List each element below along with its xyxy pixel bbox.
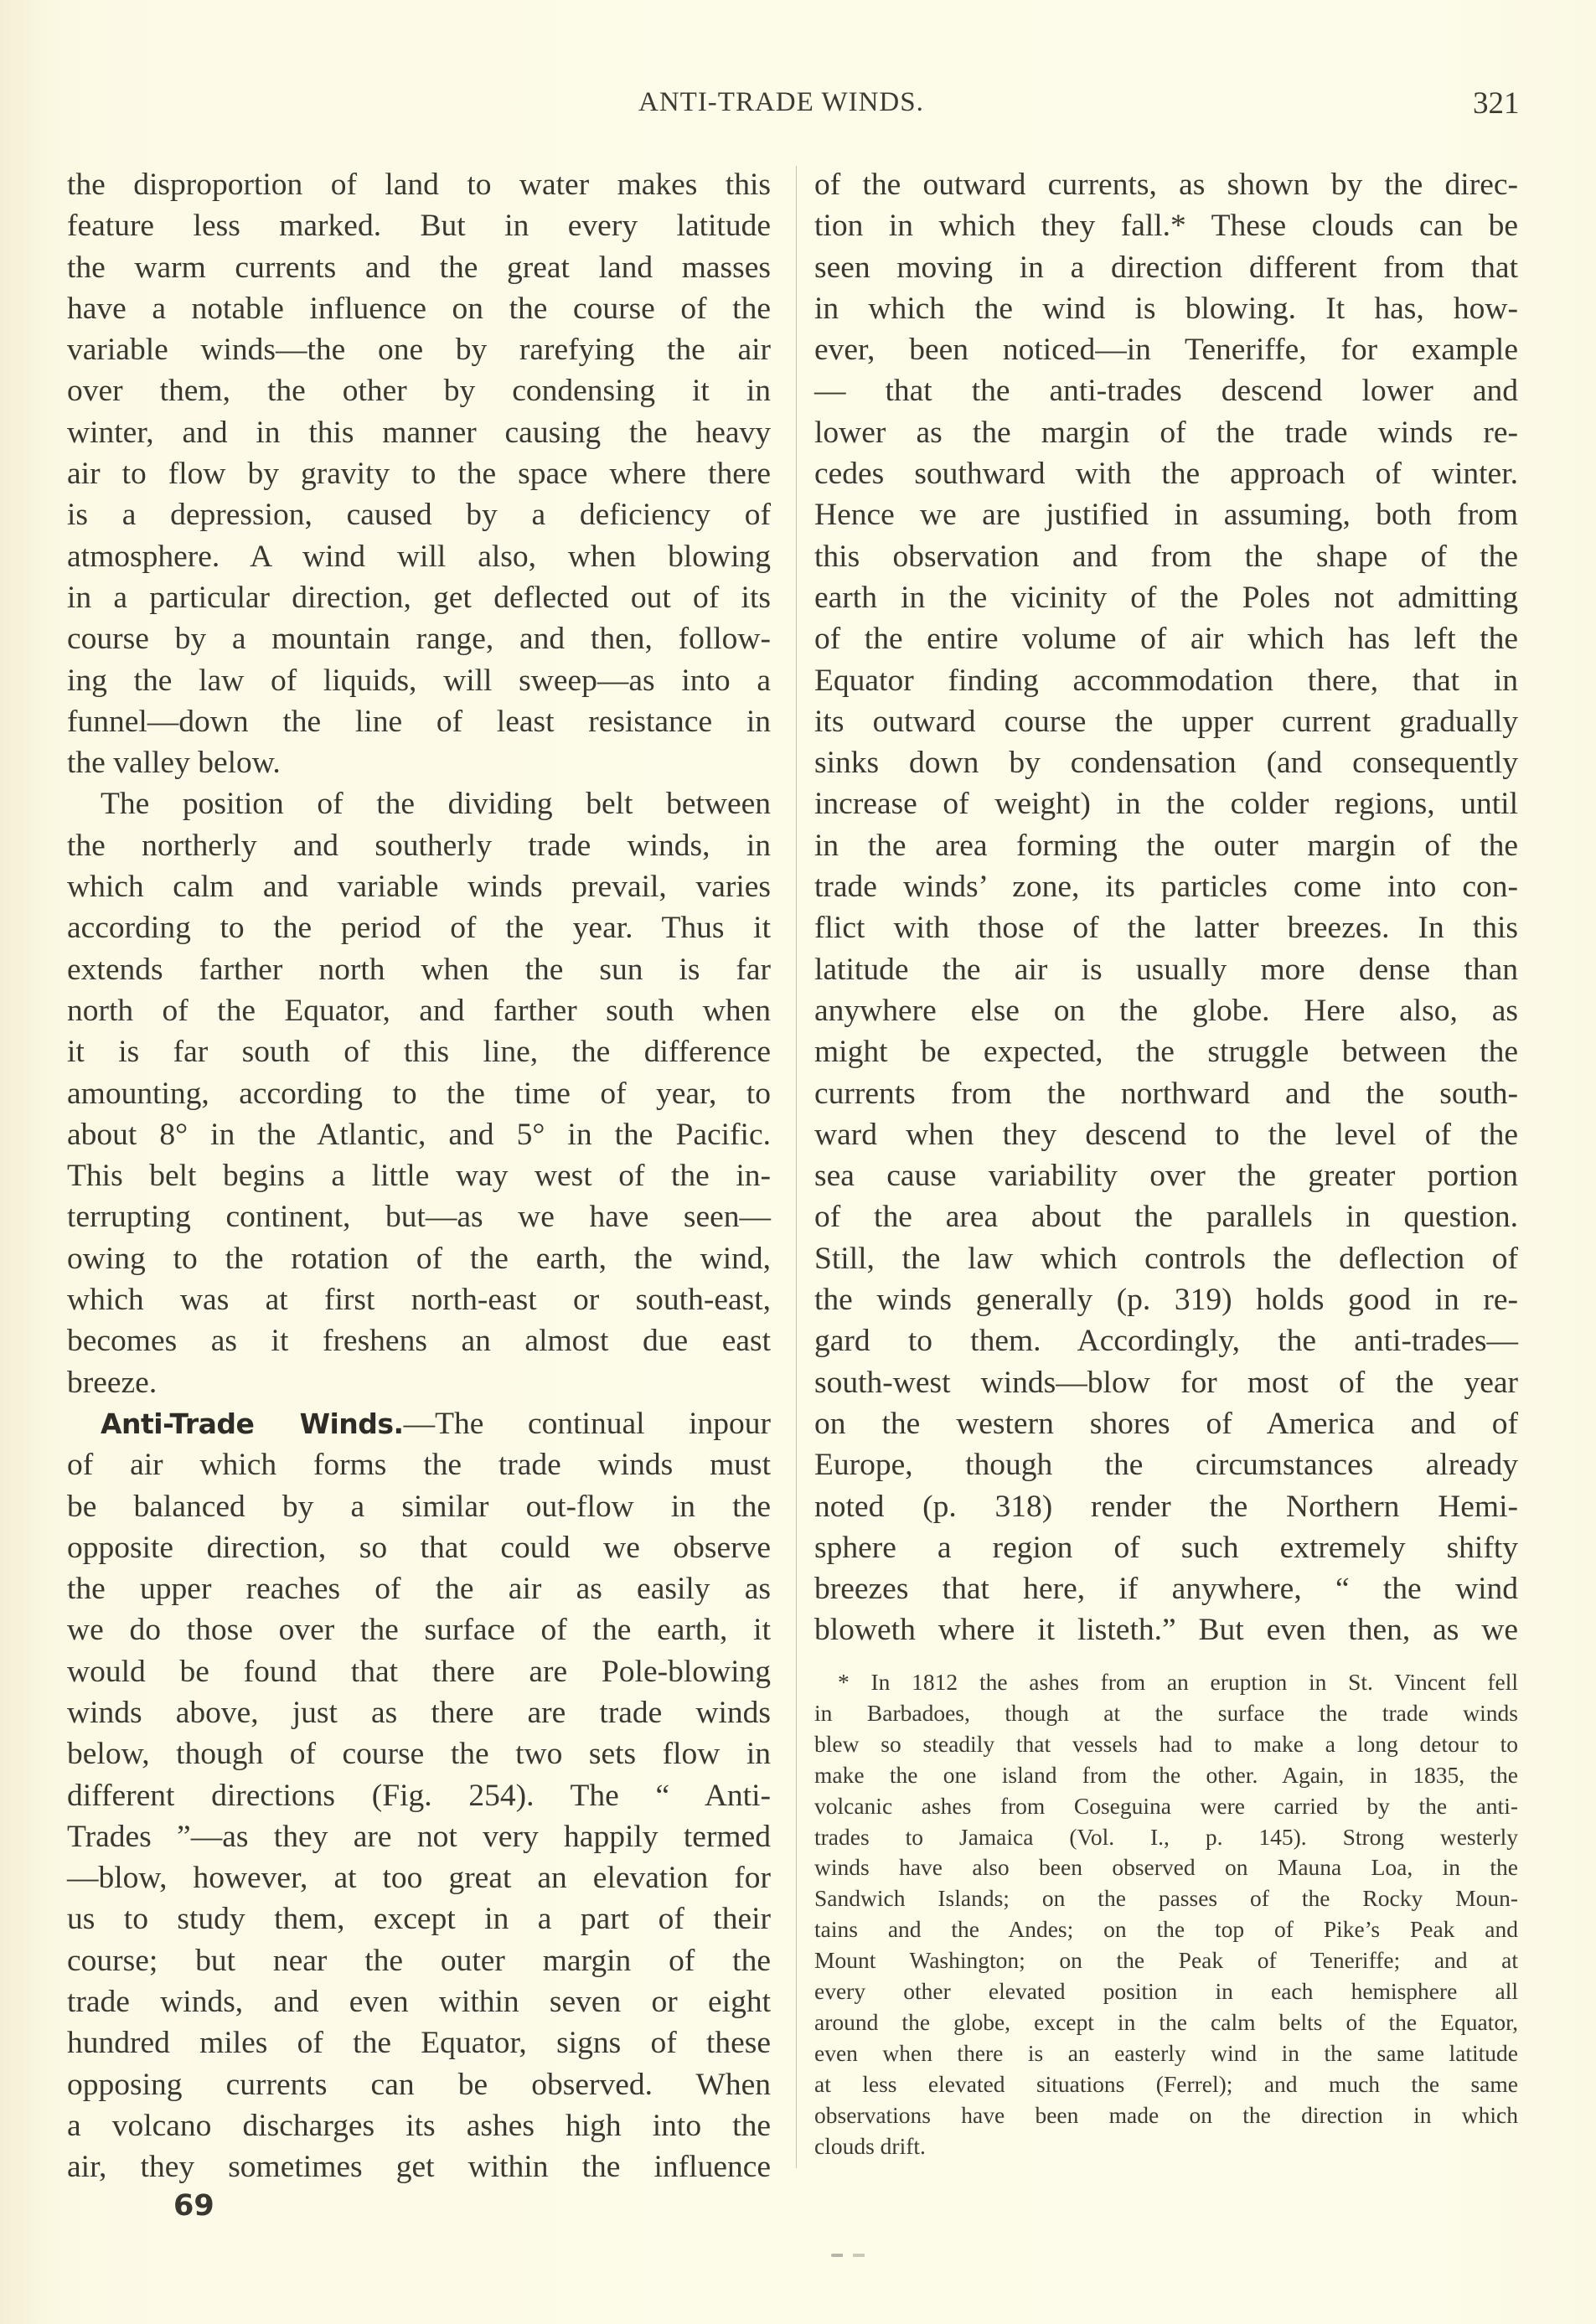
text-line: feature less marked. But in every latitude [67, 209, 771, 244]
text-line: be balanced by a similar out-flow in the [67, 1489, 771, 1524]
text-line: The position of the dividing belt between [101, 787, 771, 822]
text-line: is a depression, caused by a deficiency of [67, 498, 771, 533]
text-line: atmosphere. A wind will also, when blowing [67, 539, 771, 574]
text-line: in which the wind is blowing. It has, how- [814, 291, 1518, 326]
text-line: Europe, though the circumstances already [814, 1448, 1518, 1483]
footnote-line: make the one island from the other. Again, in 1835, the [814, 1761, 1518, 1788]
text-line: ward when they descend to the level of the [814, 1117, 1518, 1152]
text-line: cedes southward with the approach of winter. [814, 457, 1518, 492]
text-line: in a particular direction, get deflected out of its [67, 580, 771, 615]
text-line: would be found that there are Pole-blowing [67, 1654, 771, 1689]
text-line: the warm currents and the great land masses [67, 250, 771, 285]
footnote-line: blew so steadily that vessels had to make a long detour to [814, 1730, 1518, 1757]
text-line: we do those over the surface of the earth, it [67, 1613, 771, 1648]
text-line: extends farther north when the sun is far [67, 952, 771, 987]
paragraph-outward-currents [814, 164, 1518, 1651]
footnote-line: even when there is an easterly wind in the same latitude [814, 2039, 1518, 2066]
text-line: of the area about the parallels in question. [814, 1200, 1518, 1235]
footnote-line: around the globe, except in the calm belts of the Equator, [814, 2008, 1518, 2035]
text-line: ever, been noticed—in Teneriffe, for example [814, 333, 1518, 368]
text-line: becomes as it freshens an almost due east [67, 1324, 771, 1359]
text-line: This belt begins a little way west of the in- [67, 1159, 771, 1194]
text-line: noted (p. 318) render the Northern Hemi- [814, 1489, 1518, 1524]
text-line: currents from the northward and the south- [814, 1076, 1518, 1111]
footnote-line: trades to Jamaica (Vol. I., p. 145). Strong westerly [814, 1823, 1518, 1850]
text-line: ing the law of liquids, will sweep—as into a [67, 663, 771, 698]
text-line: which was at first north-east or south-east, [67, 1283, 771, 1318]
paragraph-land-water [67, 164, 771, 783]
text-line: sinks down by condensation (and consequently [814, 746, 1518, 781]
text-line: latitude the air is usually more dense than [814, 952, 1518, 987]
footnote-line: in Barbadoes, though at the surface the trade winds [814, 1699, 1518, 1726]
text-line: of air which forms the trade winds must [67, 1448, 771, 1483]
text-line: which calm and variable winds prevail, varies [67, 870, 771, 905]
text-line: north of the Equator, and farther south when [67, 993, 771, 1028]
text-line: below, though of course the two sets flow in [67, 1737, 771, 1772]
text-line: winter, and in this manner causing the heavy [67, 415, 771, 450]
text-line: according to the period of the year. Thus it [67, 911, 771, 946]
column-divider [796, 166, 797, 2168]
text-line: trade winds’ zone, its particles come into con- [814, 870, 1518, 905]
footnote [814, 1667, 1518, 2162]
footnote-line: volcanic ashes from Coseguina were carried by the anti- [814, 1792, 1518, 1819]
running-head [0, 84, 1596, 126]
running-title: ANTI-TRADE WINDS. [638, 87, 924, 117]
text-line: it is far south of this line, the difference [67, 1035, 771, 1070]
footnote-line: every other elevated position in each hemisphere all [814, 1978, 1518, 2005]
text-line: south-west winds—blow for most of the year [814, 1365, 1518, 1400]
text-line: lower as the margin of the trade winds re- [814, 415, 1518, 450]
text-line: course; but near the outer margin of the [67, 1943, 771, 1978]
paragraph-dividing-belt [67, 783, 771, 1402]
right-column [814, 164, 1518, 1651]
text-line: Equator finding accommodation there, that in [814, 663, 1518, 698]
text-line: hundred miles of the Equator, signs of these [67, 2026, 771, 2061]
text-line: funnel—down the line of least resistance in [67, 704, 771, 739]
footnote-line: clouds drift. [814, 2132, 926, 2159]
text-line: variable winds—the one by rarefying the air [67, 333, 771, 368]
footnote-line: observations have been made on the direction in which [814, 2101, 1518, 2128]
signature-mark: 69 [173, 2189, 214, 2223]
text-line: tion in which they fall.* These clouds can be [814, 209, 1518, 244]
text-line: its outward course the upper current gradually [814, 704, 1518, 739]
text-line: sea cause variability over the greater portion [814, 1159, 1518, 1194]
text-line: opposing currents can be observed. When [67, 2067, 771, 2102]
footnote-line: tains and the Andes; on the top of Pike’s Peak and [814, 1916, 1518, 1943]
text-line: of the entire volume of air which has left the [814, 622, 1518, 657]
text-line: winds above, just as there are trade winds [67, 1695, 771, 1730]
text-line: the winds generally (p. 319) holds good in re- [814, 1283, 1518, 1318]
scan-blemish [831, 2254, 875, 2257]
left-column [67, 164, 771, 2188]
text-line: amounting, according to the time of year, to [67, 1076, 771, 1111]
text-line: in the area forming the outer margin of the [814, 828, 1518, 863]
text-line: owing to the rotation of the earth, the wind, [67, 1241, 771, 1276]
text-line: breezes that here, if anywhere, “ the wind [814, 1572, 1518, 1607]
text-line: course by a mountain range, and then, follow- [67, 622, 771, 657]
text-line: flict with those of the latter breezes. In this [814, 911, 1518, 946]
text-line: on the western shores of America and of [814, 1406, 1518, 1441]
text-line: air to flow by gravity to the space where there [67, 457, 771, 492]
text-line: different directions (Fig. 254). The “ Anti- [67, 1778, 771, 1813]
text-line: Trades ”—as they are not very happily termed [67, 1819, 771, 1854]
text-line: have a notable influence on the course of the [67, 291, 771, 326]
text-line: sphere a region of such extremely shifty [814, 1530, 1518, 1565]
text-line: over them, the other by condensing it in [67, 374, 771, 409]
text-line: the upper reaches of the air as easily as [67, 1572, 771, 1607]
text-line: trade winds, and even within seven or eight [67, 1985, 771, 2020]
footnote-line: Mount Washington; on the Peak of Teneriffe; and at [814, 1947, 1518, 1974]
text-line [67, 1403, 771, 1444]
text-line: us to study them, except in a part of their [67, 1902, 771, 1937]
text-line: — that the anti-trades descend lower and [814, 374, 1518, 409]
text-line: terrupting continent, but—as we have seen— [67, 1200, 771, 1235]
text-line: this observation and from the shape of the [814, 539, 1518, 574]
section-side-heading: Anti-Trade Winds. [101, 1407, 404, 1440]
text-line: Hence we are justified in assuming, both from [814, 498, 1518, 533]
text-line: increase of weight) in the colder regions, until [814, 787, 1518, 822]
text-line: earth in the vicinity of the Poles not admitting [814, 580, 1518, 615]
footnote-line: winds have also been observed on Mauna Loa, in the [814, 1854, 1518, 1881]
text-line: a volcano discharges its ashes high into the [67, 2108, 771, 2143]
text-line: might be expected, the struggle between the [814, 1035, 1518, 1070]
text-line: the valley below. [67, 746, 281, 781]
text-line: the disproportion of land to water makes this [67, 168, 771, 202]
footnote-line: * In 1812 the ashes from an eruption in St. Vincent fell [838, 1669, 1518, 1695]
text-line: bloweth where it listeth.” But even then, as we [814, 1613, 1518, 1648]
page-number: 321 [1473, 86, 1520, 121]
text-line: gard to them. Accordingly, the anti-trades— [814, 1324, 1518, 1359]
text-line: opposite direction, so that could we observe [67, 1530, 771, 1565]
text-line: of the outward currents, as shown by the direc- [814, 168, 1518, 202]
text-line: air, they sometimes get within the influence [67, 2150, 771, 2185]
text-line: seen moving in a direction different from that [814, 250, 1518, 285]
text-line: the northerly and southerly trade winds, in [67, 828, 771, 863]
text-line: breeze. [67, 1365, 158, 1400]
footnote-line: at less elevated situations (Ferrel); and much the same [814, 2070, 1518, 2097]
text-line: Still, the law which controls the deflection of [814, 1241, 1518, 1276]
text-line: anywhere else on the globe. Here also, as [814, 993, 1518, 1028]
footnote-line: Sandwich Islands; on the passes of the Rocky Moun- [814, 1885, 1518, 1912]
text-line: —blow, however, at too great an elevation for [67, 1861, 771, 1896]
text-line: about 8° in the Atlantic, and 5° in the Pacific. [67, 1117, 771, 1152]
text-fragment: —The continual inpour [403, 1406, 771, 1441]
paragraph-anti-trade-winds [67, 1403, 771, 2188]
